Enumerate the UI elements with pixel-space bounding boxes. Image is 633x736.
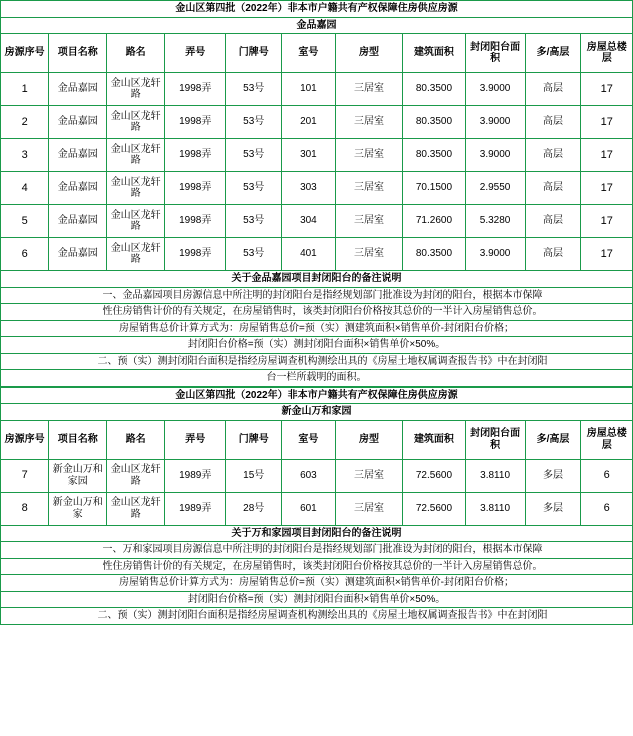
cell-project: 金品嘉园 xyxy=(49,139,107,172)
cell-road: 金山区龙轩路 xyxy=(107,459,165,492)
cell-road: 金山区龙轩路 xyxy=(107,172,165,205)
cell-house-number: 28号 xyxy=(226,492,282,525)
note-text: 封闭阳台价格=预（实）测封闭阳台面积×销售单价×50%。 xyxy=(1,337,633,354)
cell-room: 101 xyxy=(282,73,336,106)
cell-balcony-area: 3.9000 xyxy=(465,73,525,106)
note-text: 房屋销售总价计算方式为：房屋销售总价=预（实）测建筑面积×销售单价-封闭阳台价格； xyxy=(1,575,633,592)
cell-room: 201 xyxy=(282,106,336,139)
cell-layout: 三居室 xyxy=(335,139,403,172)
column-header-total-floors: 房屋总楼层 xyxy=(581,34,633,73)
cell-total-floors: 17 xyxy=(581,238,633,271)
cell-road: 金山区龙轩路 xyxy=(107,73,165,106)
cell-building-type: 高层 xyxy=(525,172,581,205)
cell-total-floors: 6 xyxy=(581,492,633,525)
cell-building-type: 高层 xyxy=(525,205,581,238)
cell-project: 金品嘉园 xyxy=(49,172,107,205)
cell-lane: 1989弄 xyxy=(165,492,226,525)
table-header-row xyxy=(1,420,633,459)
cell-total-floors: 17 xyxy=(581,172,633,205)
note-line xyxy=(1,558,633,575)
column-header-road: 路名 xyxy=(107,420,165,459)
cell-room: 304 xyxy=(282,205,336,238)
column-header-house-number: 门牌号 xyxy=(226,34,282,73)
cell-floor-area: 71.2600 xyxy=(403,205,465,238)
cell-lane: 1998弄 xyxy=(165,205,226,238)
cell-serial: 4 xyxy=(1,172,49,205)
column-header-room: 室号 xyxy=(282,420,336,459)
note-text: 性住房销售计价的有关规定，在房屋销售时，该类封闭阳台价格按其总价的一半计入房屋销售总价。 xyxy=(1,304,633,321)
table-row xyxy=(1,172,633,205)
section-title-row xyxy=(1,1,633,18)
cell-house-number: 53号 xyxy=(226,73,282,106)
note-line xyxy=(1,287,633,304)
cell-serial: 6 xyxy=(1,238,49,271)
cell-lane: 1998弄 xyxy=(165,106,226,139)
cell-room: 401 xyxy=(282,238,336,271)
cell-layout: 三居室 xyxy=(335,106,403,139)
note-line xyxy=(1,591,633,608)
cell-floor-area: 80.3500 xyxy=(403,139,465,172)
column-header-total-floors: 房屋总楼层 xyxy=(581,420,633,459)
cell-total-floors: 17 xyxy=(581,205,633,238)
cell-serial: 8 xyxy=(1,492,49,525)
cell-serial: 5 xyxy=(1,205,49,238)
cell-building-type: 多层 xyxy=(525,459,581,492)
cell-room: 603 xyxy=(282,459,336,492)
cell-house-number: 53号 xyxy=(226,139,282,172)
note-line xyxy=(1,353,633,370)
column-header-project: 项目名称 xyxy=(49,420,107,459)
cell-project: 金品嘉园 xyxy=(49,238,107,271)
cell-balcony-area: 3.9000 xyxy=(465,238,525,271)
column-header-serial: 房源序号 xyxy=(1,34,49,73)
cell-building-type: 高层 xyxy=(525,139,581,172)
note-text: 二、预（实）测封闭阳台面积是指经房屋调查机构测绘出具的《房屋土地权属调查报告书》中在封闭阳 xyxy=(1,608,633,625)
column-header-lane: 弄号 xyxy=(165,420,226,459)
note-line xyxy=(1,370,633,387)
column-header-project: 项目名称 xyxy=(49,34,107,73)
note-line xyxy=(1,608,633,625)
cell-road: 金山区龙轩路 xyxy=(107,106,165,139)
column-header-road: 路名 xyxy=(107,34,165,73)
note-text: 台一栏所载明的面积。 xyxy=(1,370,633,387)
note-text: 封闭阳台价格=预（实）测封闭阳台面积×销售单价×50%。 xyxy=(1,591,633,608)
cell-total-floors: 17 xyxy=(581,106,633,139)
cell-floor-area: 72.5600 xyxy=(403,492,465,525)
table-header-row xyxy=(1,34,633,73)
cell-layout: 三居室 xyxy=(335,73,403,106)
note-title: 关于金品嘉园项目封闭阳台的备注说明 xyxy=(1,271,633,288)
note-text: 房屋销售总价计算方式为：房屋销售总价=预（实）测建筑面积×销售单价-封闭阳台价格； xyxy=(1,320,633,337)
cell-floor-area: 80.3500 xyxy=(403,73,465,106)
cell-project: 新金山万和家 xyxy=(49,492,107,525)
cell-floor-area: 80.3500 xyxy=(403,238,465,271)
table-row xyxy=(1,205,633,238)
note-line xyxy=(1,304,633,321)
cell-house-number: 53号 xyxy=(226,172,282,205)
cell-building-type: 高层 xyxy=(525,73,581,106)
cell-serial: 3 xyxy=(1,139,49,172)
cell-house-number: 15号 xyxy=(226,459,282,492)
cell-road: 金山区龙轩路 xyxy=(107,492,165,525)
cell-lane: 1989弄 xyxy=(165,459,226,492)
cell-house-number: 53号 xyxy=(226,238,282,271)
cell-layout: 三居室 xyxy=(335,238,403,271)
note-text: 性住房销售计价的有关规定，在房屋销售时，该类封闭阳台价格按其总价的一半计入房屋销售总价。 xyxy=(1,558,633,575)
cell-balcony-area: 5.3280 xyxy=(465,205,525,238)
note-line xyxy=(1,320,633,337)
cell-balcony-area: 3.8110 xyxy=(465,459,525,492)
cell-serial: 2 xyxy=(1,106,49,139)
cell-balcony-area: 2.9550 xyxy=(465,172,525,205)
cell-floor-area: 70.1500 xyxy=(403,172,465,205)
cell-room: 301 xyxy=(282,139,336,172)
column-header-house-number: 门牌号 xyxy=(226,420,282,459)
cell-building-type: 多层 xyxy=(525,492,581,525)
cell-balcony-area: 3.8110 xyxy=(465,492,525,525)
cell-balcony-area: 3.9000 xyxy=(465,106,525,139)
section-title-row xyxy=(1,387,633,404)
cell-room: 303 xyxy=(282,172,336,205)
table-row xyxy=(1,238,633,271)
cell-serial: 1 xyxy=(1,73,49,106)
cell-road: 金山区龙轩路 xyxy=(107,139,165,172)
cell-lane: 1998弄 xyxy=(165,139,226,172)
note-title-row xyxy=(1,525,633,542)
note-text: 一、万和家园项目房源信息中所注明的封闭阳台是指经规划部门批准设为封闭的阳台，根据本市保障 xyxy=(1,542,633,559)
cell-house-number: 53号 xyxy=(226,106,282,139)
column-header-lane: 弄号 xyxy=(165,34,226,73)
cell-layout: 三居室 xyxy=(335,459,403,492)
section-subtitle-row xyxy=(1,17,633,34)
cell-total-floors: 17 xyxy=(581,139,633,172)
column-header-building-type: 多/高层 xyxy=(525,420,581,459)
table-row xyxy=(1,459,633,492)
cell-project: 金品嘉园 xyxy=(49,205,107,238)
section-title: 金山区第四批（2022年）非本市户籍共有产权保障住房供应房源 xyxy=(1,387,633,404)
cell-lane: 1998弄 xyxy=(165,73,226,106)
note-text: 二、预（实）测封闭阳台面积是指经房屋调查机构测绘出具的《房屋土地权属调查报告书》中在封闭阳 xyxy=(1,353,633,370)
column-header-floor-area: 建筑面积 xyxy=(403,420,465,459)
note-line xyxy=(1,542,633,559)
cell-lane: 1998弄 xyxy=(165,172,226,205)
column-header-layout: 房型 xyxy=(335,34,403,73)
cell-house-number: 53号 xyxy=(226,205,282,238)
cell-total-floors: 17 xyxy=(581,73,633,106)
column-header-building-type: 多/高层 xyxy=(525,34,581,73)
cell-layout: 三居室 xyxy=(335,492,403,525)
cell-floor-area: 80.3500 xyxy=(403,106,465,139)
cell-project: 新金山万和家园 xyxy=(49,459,107,492)
note-text: 一、金品嘉园项目房源信息中所注明的封闭阳台是指经规划部门批准设为封闭的阳台，根据本市保障 xyxy=(1,287,633,304)
note-line xyxy=(1,337,633,354)
cell-project: 金品嘉园 xyxy=(49,73,107,106)
column-header-serial: 房源序号 xyxy=(1,420,49,459)
column-header-layout: 房型 xyxy=(335,420,403,459)
cell-floor-area: 72.5600 xyxy=(403,459,465,492)
cell-road: 金山区龙轩路 xyxy=(107,205,165,238)
cell-layout: 三居室 xyxy=(335,172,403,205)
column-header-room: 室号 xyxy=(282,34,336,73)
table-row xyxy=(1,139,633,172)
table-row xyxy=(1,73,633,106)
cell-layout: 三居室 xyxy=(335,205,403,238)
cell-road: 金山区龙轩路 xyxy=(107,238,165,271)
table-row xyxy=(1,492,633,525)
cell-building-type: 高层 xyxy=(525,106,581,139)
note-title: 关于万和家园项目封闭阳台的备注说明 xyxy=(1,525,633,542)
section-subtitle: 新金山万和家园 xyxy=(1,404,633,421)
note-title-row xyxy=(1,271,633,288)
housing-table-2 xyxy=(0,387,633,625)
section-subtitle: 金品嘉园 xyxy=(1,17,633,34)
section-title: 金山区第四批（2022年）非本市户籍共有产权保障住房供应房源 xyxy=(1,1,633,18)
column-header-balcony-area: 封闭阳台面积 xyxy=(465,34,525,73)
cell-lane: 1998弄 xyxy=(165,238,226,271)
cell-project: 金品嘉园 xyxy=(49,106,107,139)
note-line xyxy=(1,575,633,592)
cell-building-type: 高层 xyxy=(525,238,581,271)
column-header-floor-area: 建筑面积 xyxy=(403,34,465,73)
column-header-balcony-area: 封闭阳台面积 xyxy=(465,420,525,459)
cell-balcony-area: 3.9000 xyxy=(465,139,525,172)
cell-serial: 7 xyxy=(1,459,49,492)
cell-total-floors: 6 xyxy=(581,459,633,492)
cell-room: 601 xyxy=(282,492,336,525)
table-row xyxy=(1,106,633,139)
section-wanhejiayuan xyxy=(0,387,633,625)
section-subtitle-row xyxy=(1,404,633,421)
